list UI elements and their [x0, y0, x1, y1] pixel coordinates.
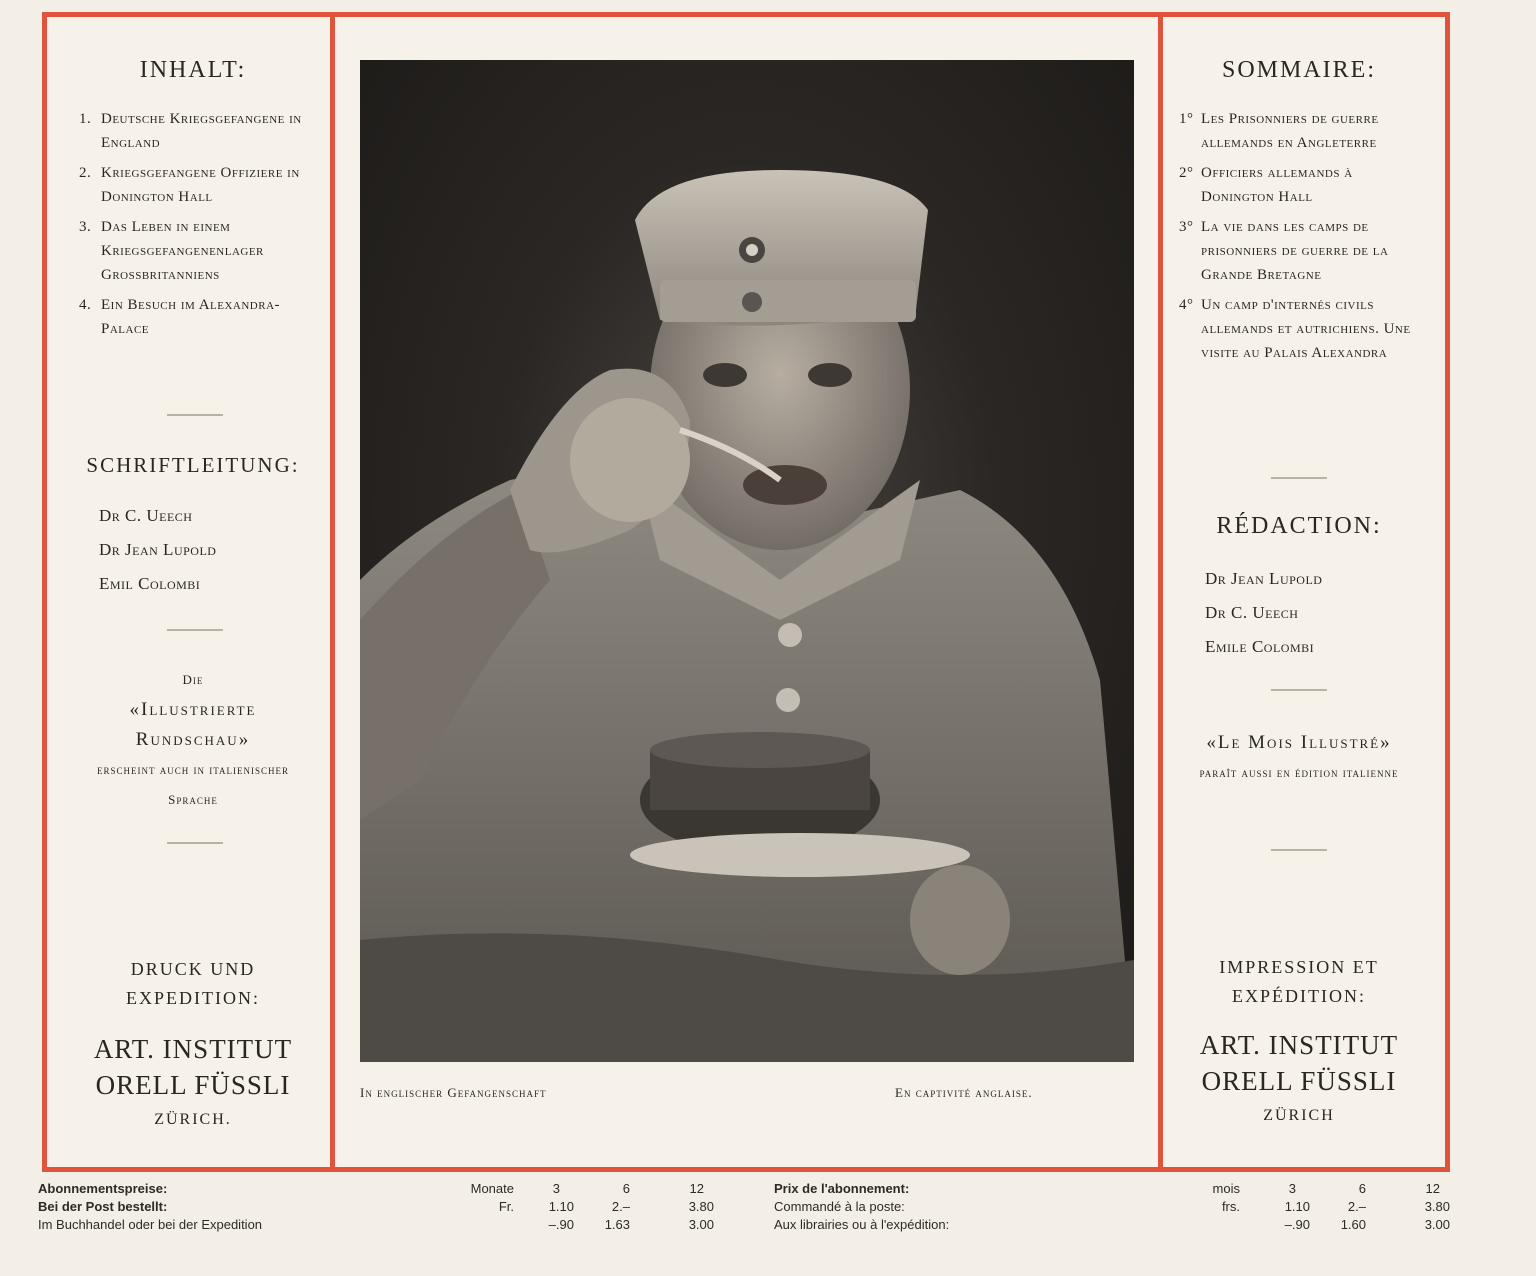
- item-text: Les Prisonniers de guerre allemands en Angleterre: [1201, 111, 1379, 151]
- prices-german: [38, 1180, 738, 1234]
- row-label: Bei der Post bestellt:: [38, 1199, 168, 1214]
- editor-name: Emile Colombi: [1205, 637, 1315, 656]
- contents-heading: SOMMAIRE:: [1221, 57, 1377, 83]
- months-label: mois: [1212, 1181, 1240, 1196]
- divider: [167, 629, 223, 631]
- printer-city: ZÜRICH.: [154, 1111, 232, 1128]
- note-text: erscheint auch in italienischer Sprache: [96, 762, 290, 807]
- caption-french: En captivité anglaise.: [895, 1085, 1033, 1100]
- price-cell: 1.10: [548, 1199, 574, 1214]
- editorial-heading: SCHRIFTLEITUNG:: [86, 453, 300, 477]
- printer-city: ZÜRICH: [1263, 1107, 1335, 1124]
- prices-french: [774, 1180, 1474, 1234]
- editorial-heading: RÉDACTION:: [1216, 513, 1382, 539]
- list-item: [79, 293, 309, 341]
- printer-label: IMPRESSION ET EXPÉDITION:: [1219, 957, 1379, 1006]
- publication-title: «Illustrierte Rundschau»: [129, 699, 257, 750]
- divider: [167, 414, 223, 416]
- list-item: [1179, 215, 1419, 287]
- item-text: Kriegsgefangene Offiziere in Donington Hall: [101, 165, 300, 205]
- price-cell: 3.00: [1424, 1217, 1450, 1232]
- price-cell: 3.80: [688, 1199, 714, 1214]
- red-frame: [42, 12, 1450, 1172]
- note-intro: Die: [182, 672, 204, 687]
- item-number: 4.: [79, 297, 92, 313]
- list-item: [79, 215, 309, 287]
- price-row: [774, 1216, 1474, 1234]
- row-label: Im Buchhandel oder bei der Expedition: [38, 1217, 263, 1232]
- price-row: [774, 1198, 1474, 1216]
- price-cell: 1.10: [1284, 1199, 1310, 1214]
- price-cell: 1.63: [604, 1217, 630, 1232]
- editor-list: [1205, 562, 1415, 664]
- months-label: Monate: [470, 1181, 514, 1196]
- italian-edition-note: [1165, 728, 1433, 788]
- printer-label: DRUCK UND EXPEDITION:: [126, 959, 260, 1008]
- soldier-illustration: [360, 60, 1134, 1062]
- divider: [1271, 849, 1327, 851]
- note-text: paraît aussi en édition italienne: [1199, 765, 1399, 780]
- item-text: Officiers allemands à Donington Hall: [1201, 165, 1353, 205]
- frame-divider-left: [330, 17, 335, 1167]
- month-col: 6: [1358, 1181, 1366, 1196]
- printer-name: ART. INSTITUT ORELL FÜSSLI: [1199, 1030, 1399, 1096]
- contents-list: [1179, 107, 1419, 371]
- price-cell: –.90: [548, 1217, 574, 1232]
- editor-name: Dr Jean Lupold: [1205, 569, 1323, 588]
- row-label: Aux librairies ou à l'expédition:: [774, 1217, 950, 1232]
- divider: [167, 842, 223, 844]
- item-text: La vie dans les camps de prisonniers de guerre de la Grande Bretagne: [1201, 219, 1389, 283]
- item-number: 2.: [79, 165, 92, 181]
- list-item: [1179, 161, 1419, 209]
- divider: [1271, 689, 1327, 691]
- prices-title: Abonnementspreise:: [38, 1181, 168, 1196]
- printer-name: ART. INSTITUT ORELL FÜSSLI: [93, 1034, 293, 1100]
- month-col: 12: [689, 1181, 704, 1196]
- item-text: Deutsche Kriegsgefangene in England: [101, 111, 302, 151]
- editor-name: Dr Jean Lupold: [99, 540, 217, 559]
- month-col: 3: [552, 1181, 560, 1196]
- price-cell: –.90: [1284, 1217, 1310, 1232]
- item-number: 3.: [79, 219, 92, 235]
- item-number: 4°: [1179, 297, 1194, 313]
- month-col: 3: [1288, 1181, 1296, 1196]
- soldier-photograph: [360, 60, 1134, 1062]
- list-item: [79, 107, 309, 155]
- month-col: 6: [622, 1181, 630, 1196]
- item-number: 1.: [79, 111, 92, 127]
- price-header-row: [38, 1180, 738, 1198]
- editor-name: Dr C. Ueech: [99, 506, 193, 525]
- price-row: [38, 1216, 738, 1234]
- list-item: [1179, 107, 1419, 155]
- item-number: 2°: [1179, 165, 1194, 181]
- publication-title: «Le Mois Illustré»: [1206, 732, 1392, 753]
- item-number: 1°: [1179, 111, 1194, 127]
- italian-edition-note: [59, 665, 327, 815]
- item-text: Un camp d'internés civils allemands et autrichiens. Une visite au Palais Alexandra: [1201, 297, 1411, 361]
- price-cell: 2.–: [611, 1199, 630, 1214]
- contents-heading: INHALT:: [139, 57, 247, 83]
- price-row: [38, 1198, 738, 1216]
- editor-name: Emil Colombi: [99, 574, 201, 593]
- editor-list: [99, 499, 309, 601]
- price-cell: 2.–: [1347, 1199, 1366, 1214]
- row-unit: frs.: [1221, 1199, 1240, 1214]
- prices-title: Prix de l'abonnement:: [774, 1181, 910, 1196]
- list-item: [79, 161, 309, 209]
- editor-name: Dr C. Ueech: [1205, 603, 1299, 622]
- german-column: [59, 17, 327, 1167]
- divider: [1271, 477, 1327, 479]
- month-col: 12: [1425, 1181, 1440, 1196]
- list-item: [1179, 293, 1419, 365]
- price-header-row: [774, 1180, 1474, 1198]
- subscription-prices: [38, 1180, 1468, 1240]
- price-cell: 3.80: [1424, 1199, 1450, 1214]
- row-label: Commandé à la poste:: [774, 1199, 905, 1214]
- caption-german: In englischer Gefangenschaft: [360, 1085, 547, 1100]
- item-text: Das Leben in einem Kriegsgefangenenlager Grossbritanniens: [101, 219, 264, 283]
- item-number: 3°: [1179, 219, 1194, 235]
- item-text: Ein Besuch im Alexandra-Palace: [101, 297, 281, 337]
- frame-divider-right: [1158, 17, 1163, 1167]
- row-unit: Fr.: [498, 1199, 514, 1214]
- price-cell: 3.00: [688, 1217, 714, 1232]
- french-column: [1165, 17, 1433, 1167]
- contents-list: [79, 107, 309, 347]
- price-cell: 1.60: [1340, 1217, 1366, 1232]
